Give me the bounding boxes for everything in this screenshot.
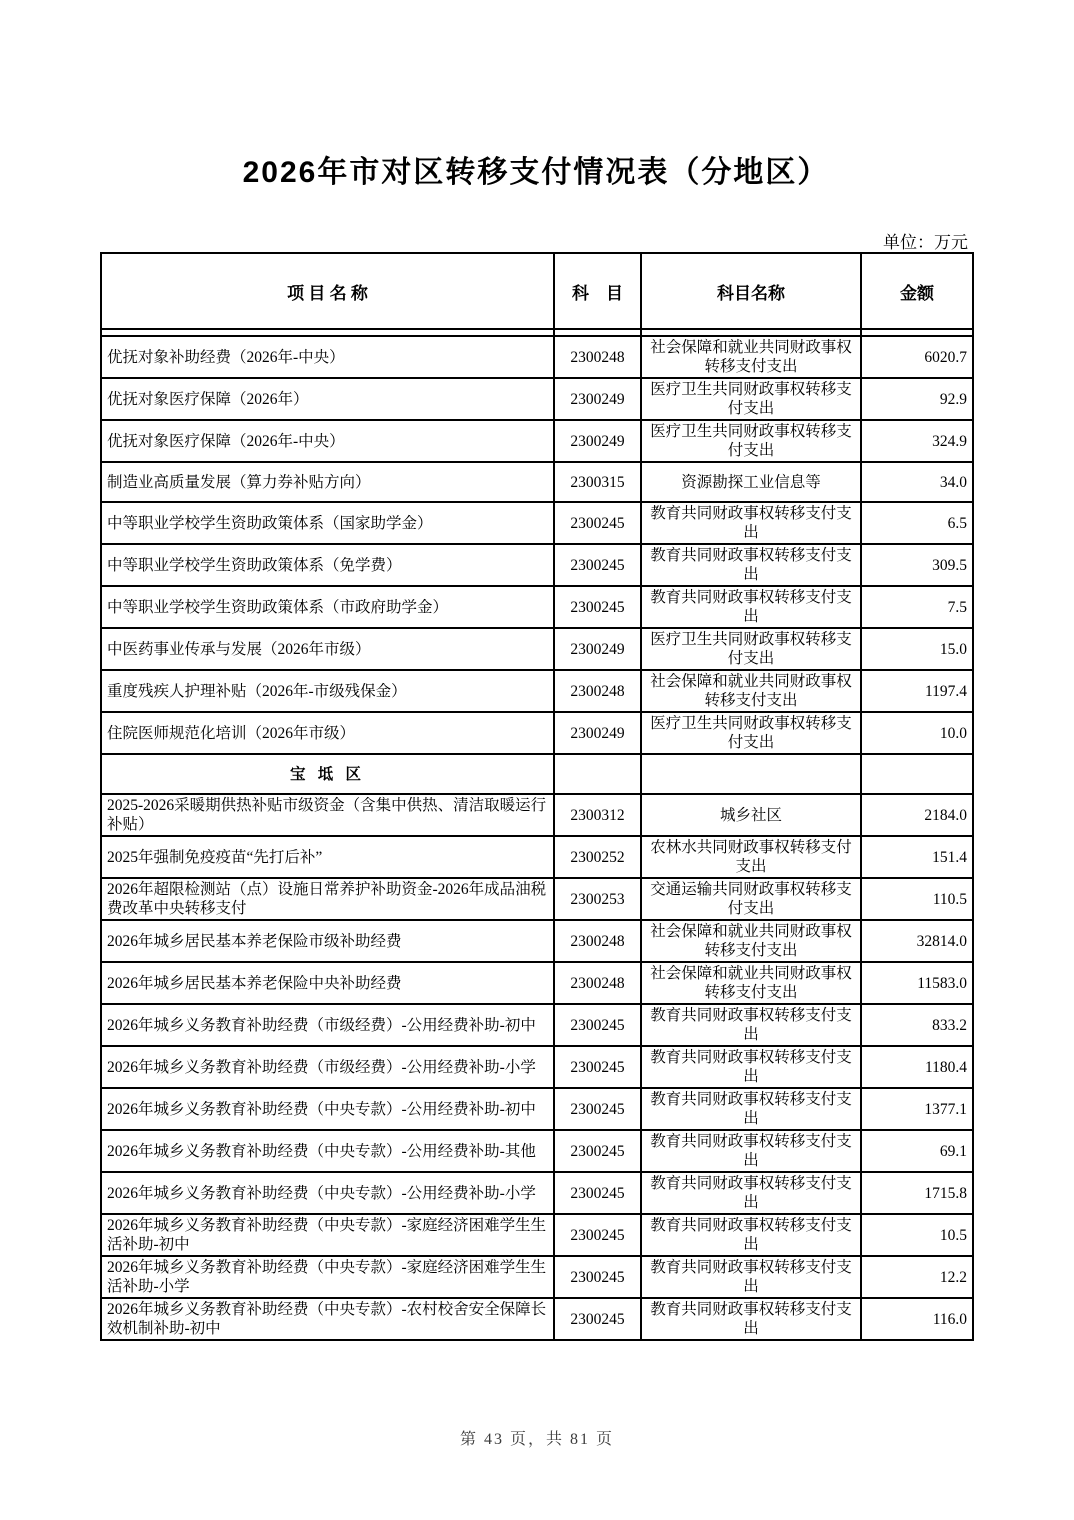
table-row <box>101 1004 973 1046</box>
amount-cell: 833.2 <box>861 1004 973 1046</box>
table-row <box>101 1214 973 1256</box>
table-row <box>101 378 973 420</box>
table-row <box>101 502 973 544</box>
table-row <box>101 794 973 836</box>
project-name-cell: 中等职业学校学生资助政策体系（国家助学金） <box>101 502 554 544</box>
subject-code-cell: 2300312 <box>554 794 641 836</box>
project-name-cell: 2025-2026采暖期供热补贴市级资金（含集中供热、清洁取暖运行补贴） <box>101 794 554 836</box>
subject-name-cell: 社会保障和就业共同财政事权转移支付支出 <box>641 962 861 1004</box>
project-name-cell: 2026年城乡义务教育补助经费（市级经费）-公用经费补助-小学 <box>101 1046 554 1088</box>
clipped-empty-row <box>101 329 973 336</box>
district-section-row <box>101 754 973 794</box>
amount-cell: 12.2 <box>861 1256 973 1298</box>
amount-cell: 1715.8 <box>861 1172 973 1214</box>
subject-code-cell: 2300245 <box>554 544 641 586</box>
subject-name-cell: 教育共同财政事权转移支付支出 <box>641 544 861 586</box>
subject-name-cell: 医疗卫生共同财政事权转移支付支出 <box>641 420 861 462</box>
project-name-cell: 2026年城乡义务教育补助经费（中央专款）-家庭经济困难学生生活补助-初中 <box>101 1214 554 1256</box>
amount-cell: 6.5 <box>861 502 973 544</box>
table-row <box>101 420 973 462</box>
subject-code-cell: 2300249 <box>554 712 641 754</box>
table-body <box>101 336 973 1340</box>
project-name-cell: 2026年城乡义务教育补助经费（中央专款）-公用经费补助-小学 <box>101 1172 554 1214</box>
project-name-cell: 2026年城乡义务教育补助经费（中央专款）-农村校舍安全保障长效机制补助-初中 <box>101 1298 554 1340</box>
subject-name-cell: 医疗卫生共同财政事权转移支付支出 <box>641 628 861 670</box>
subject-name-cell: 社会保障和就业共同财政事权转移支付支出 <box>641 336 861 378</box>
project-name-cell: 中等职业学校学生资助政策体系（免学费） <box>101 544 554 586</box>
subject-code-cell: 2300245 <box>554 1130 641 1172</box>
subject-code-cell: 2300245 <box>554 1004 641 1046</box>
project-name-cell: 2026年城乡义务教育补助经费（中央专款）-家庭经济困难学生生活补助-小学 <box>101 1256 554 1298</box>
project-name-cell: 中等职业学校学生资助政策体系（市政府助学金） <box>101 586 554 628</box>
subject-code-cell: 2300249 <box>554 378 641 420</box>
project-name-cell: 2026年城乡居民基本养老保险市级补助经费 <box>101 920 554 962</box>
subject-code-cell <box>554 754 641 794</box>
subject-name-cell: 交通运输共同财政事权转移支付支出 <box>641 878 861 920</box>
subject-code-cell: 2300245 <box>554 1172 641 1214</box>
empty-cell <box>101 329 554 336</box>
subject-code-cell: 2300249 <box>554 628 641 670</box>
table-row <box>101 878 973 920</box>
project-name-cell: 2026年超限检测站（点）设施日常养护补助资金-2026年成品油税费改革中央转移支付 <box>101 878 554 920</box>
table-row <box>101 1130 973 1172</box>
empty-cell <box>641 329 861 336</box>
col-header-amount: 金额 <box>861 253 973 329</box>
table-row <box>101 544 973 586</box>
amount-cell: 1377.1 <box>861 1088 973 1130</box>
col-header-project-name: 项 目 名 称 <box>101 253 554 329</box>
project-name-cell: 优抚对象医疗保障（2026年-中央） <box>101 420 554 462</box>
project-name-cell: 2026年城乡义务教育补助经费（中央专款）-公用经费补助-其他 <box>101 1130 554 1172</box>
table-row <box>101 670 973 712</box>
subject-code-cell: 2300245 <box>554 586 641 628</box>
amount-cell: 1180.4 <box>861 1046 973 1088</box>
project-name-cell: 优抚对象医疗保障（2026年） <box>101 378 554 420</box>
table-header <box>101 253 973 336</box>
project-name-cell: 住院医师规范化培训（2026年市级） <box>101 712 554 754</box>
table-row <box>101 712 973 754</box>
project-name-cell: 2026年城乡居民基本养老保险中央补助经费 <box>101 962 554 1004</box>
subject-name-cell: 教育共同财政事权转移支付支出 <box>641 1172 861 1214</box>
subject-name-cell: 教育共同财政事权转移支付支出 <box>641 1256 861 1298</box>
subject-code-cell: 2300245 <box>554 502 641 544</box>
amount-cell: 11583.0 <box>861 962 973 1004</box>
district-section-label: 宝 坻 区 <box>101 754 554 794</box>
subject-code-cell: 2300248 <box>554 336 641 378</box>
subject-code-cell: 2300253 <box>554 878 641 920</box>
project-name-cell: 制造业高质量发展（算力券补贴方向） <box>101 462 554 502</box>
col-header-subject-code: 科 目 <box>554 253 641 329</box>
amount-cell: 34.0 <box>861 462 973 502</box>
table-row <box>101 628 973 670</box>
table-row <box>101 1088 973 1130</box>
table-row <box>101 586 973 628</box>
amount-cell: 151.4 <box>861 836 973 878</box>
amount-cell: 324.9 <box>861 420 973 462</box>
table-row <box>101 920 973 962</box>
subject-name-cell: 社会保障和就业共同财政事权转移支付支出 <box>641 920 861 962</box>
subject-name-cell: 教育共同财政事权转移支付支出 <box>641 1046 861 1088</box>
subject-code-cell: 2300245 <box>554 1256 641 1298</box>
subject-name-cell: 城乡社区 <box>641 794 861 836</box>
project-name-cell: 中医药事业传承与发展（2026年市级） <box>101 628 554 670</box>
subject-code-cell: 2300248 <box>554 920 641 962</box>
amount-cell: 6020.7 <box>861 336 973 378</box>
amount-cell: 116.0 <box>861 1298 973 1340</box>
amount-cell: 10.0 <box>861 712 973 754</box>
subject-name-cell: 教育共同财政事权转移支付支出 <box>641 586 861 628</box>
subject-code-cell: 2300252 <box>554 836 641 878</box>
table-row <box>101 462 973 502</box>
page-number: 第 43 页，共 81 页 <box>459 1431 614 1448</box>
amount-cell: 7.5 <box>861 586 973 628</box>
header-row <box>101 253 973 329</box>
project-name-cell: 2026年城乡义务教育补助经费（市级经费）-公用经费补助-初中 <box>101 1004 554 1046</box>
subject-name-cell: 教育共同财政事权转移支付支出 <box>641 1214 861 1256</box>
amount-cell: 69.1 <box>861 1130 973 1172</box>
subject-name-cell: 教育共同财政事权转移支付支出 <box>641 1088 861 1130</box>
amount-cell: 92.9 <box>861 378 973 420</box>
subject-name-cell: 教育共同财政事权转移支付支出 <box>641 1298 861 1340</box>
amount-cell: 2184.0 <box>861 794 973 836</box>
table-row <box>101 1298 973 1340</box>
project-name-cell: 2026年城乡义务教育补助经费（中央专款）-公用经费补助-初中 <box>101 1088 554 1130</box>
subject-code-cell: 2300245 <box>554 1088 641 1130</box>
table-row <box>101 1256 973 1298</box>
amount-cell: 10.5 <box>861 1214 973 1256</box>
subject-name-cell: 医疗卫生共同财政事权转移支付支出 <box>641 712 861 754</box>
subject-name-cell: 教育共同财政事权转移支付支出 <box>641 1130 861 1172</box>
amount-cell: 1197.4 <box>861 670 973 712</box>
col-header-subject-name: 科目名称 <box>641 253 861 329</box>
subject-code-cell: 2300245 <box>554 1214 641 1256</box>
table-row <box>101 336 973 378</box>
table-row <box>101 1046 973 1088</box>
project-name-cell: 重度残疾人护理补贴（2026年-市级残保金） <box>101 670 554 712</box>
page-title: 2026年市对区转移支付情况表（分地区） <box>242 156 830 189</box>
amount-cell: 309.5 <box>861 544 973 586</box>
unit-note: 单位：万元 <box>883 233 968 252</box>
project-name-cell: 2025年强制免疫疫苗“先打后补” <box>101 836 554 878</box>
subject-name-cell: 教育共同财政事权转移支付支出 <box>641 502 861 544</box>
subject-name-cell: 农林水共同财政事权转移支付支出 <box>641 836 861 878</box>
table-row <box>101 962 973 1004</box>
transfer-payment-table <box>100 252 974 1341</box>
subject-name-cell: 社会保障和就业共同财政事权转移支付支出 <box>641 670 861 712</box>
subject-name-cell: 医疗卫生共同财政事权转移支付支出 <box>641 378 861 420</box>
empty-cell <box>554 329 641 336</box>
amount-cell: 15.0 <box>861 628 973 670</box>
amount-cell <box>861 754 973 794</box>
table-row <box>101 1172 973 1214</box>
subject-name-cell <box>641 754 861 794</box>
empty-cell <box>861 329 973 336</box>
subject-code-cell: 2300245 <box>554 1298 641 1340</box>
subject-code-cell: 2300245 <box>554 1046 641 1088</box>
project-name-cell: 优抚对象补助经费（2026年-中央） <box>101 336 554 378</box>
subject-code-cell: 2300249 <box>554 420 641 462</box>
subject-code-cell: 2300315 <box>554 462 641 502</box>
subject-code-cell: 2300248 <box>554 670 641 712</box>
subject-code-cell: 2300248 <box>554 962 641 1004</box>
amount-cell: 110.5 <box>861 878 973 920</box>
table-row <box>101 836 973 878</box>
subject-name-cell: 资源勘探工业信息等 <box>641 462 861 502</box>
subject-name-cell: 教育共同财政事权转移支付支出 <box>641 1004 861 1046</box>
amount-cell: 32814.0 <box>861 920 973 962</box>
